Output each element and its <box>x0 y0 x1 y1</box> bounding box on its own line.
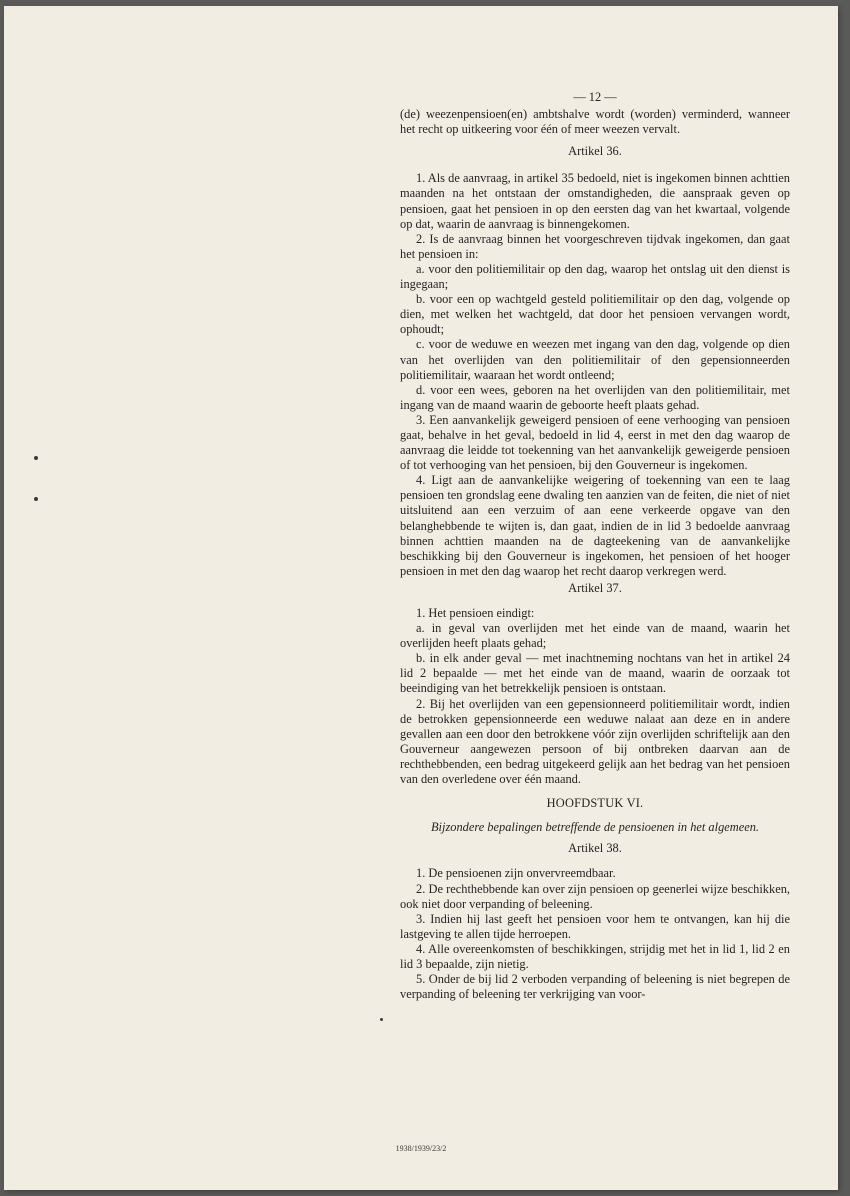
article-37-lid-1: 1. Het pensioen eindigt: <box>416 606 535 620</box>
document-page <box>4 6 838 1190</box>
print-code: 1938/1939/23/2 <box>395 1144 447 1153</box>
article-36-lid-2a: a. voor den politiemilitair op den dag, waarop het ontslag uit den dienst is ingegaan; <box>400 261 790 292</box>
article-36-lid-2: 2. Is de aanvraag binnen het voorgeschreven tijdvak ingekomen, dan gaat het pensioen in: <box>400 231 790 261</box>
article-38-lid-1: 1. De pensioenen zijn onvervreemdbaar. <box>416 866 616 881</box>
article-38-lid-5: 5. Onder de bij lid 2 verboden verpanding of beleening is niet begrepen de verpanding of beleening ter verkrijging van voor- <box>400 972 790 1002</box>
article-38-lid-4: 4. Alle overeenkomsten of beschikkingen, strijdig met het in lid 1, lid 2 en lid 3 bepaalde, zijn nietig. <box>400 941 790 971</box>
chapter-heading: HOOFDSTUK VI. <box>546 796 644 811</box>
article-36-lid-1: 1. Als de aanvraag, in artikel 35 bedoeld, niet is ingekomen binnen achttien maanden na het ontstaan der omstandigheden, die aanspraak geven op pensioen, gaat het pensioen in op den eersten dag van het kwartaal, volgende op dat, waarin de aanvraag is binnengekomen. <box>400 171 790 231</box>
paragraph-intro: (de) weezenpensioen(en) ambtshalve wordt (worden) verminderd, wanneer het recht op uitkeering voor één of meer weezen vervalt. <box>400 107 790 137</box>
article-36-lid-2b: b. voor een op wachtgeld gesteld politiemilitair op den dag, volgende op dien, met welken het wachtgeld, dat door het pensioen vervangen wordt, ophoudt; <box>400 292 790 337</box>
article-37-lid-1a: a. in geval van overlijden met het einde van de maand, waarin het overlijden heeft plaats gehad; <box>400 621 790 651</box>
page-number: — 12 — <box>573 90 617 104</box>
article-37-lid-1b: b. in elk ander geval — met inachtneming nochtans van het in artikel 24 lid 2 bepaalde — met het einde van de maand, waarin de oorzaak tot beeindiging van het betrekkelijk pensioen is ontstaan. <box>400 651 790 696</box>
margin-mark <box>380 1018 383 1021</box>
text-column <box>400 90 790 1002</box>
article-36-lid-2d: d. voor een wees, geboren na het overlijden van den politiemilitair, met ingang van de maand waarin de geboorte heeft plaats gehad. <box>400 382 790 412</box>
article-36-heading: Artikel 36. <box>568 144 622 159</box>
article-36-lid-3: 3. Een aanvankelijk geweigerd pensioen of eene verhooging van pensioen gaat, behalve in het geval, bedoeld in lid 4, eerst in met den dag waarop de aanvraag die leidde tot toekenning van het aanvankelijk geweigerde pensioen of tot verhooging van het pensioen, bij den Gouverneur is ingekomen. <box>400 412 790 473</box>
margin-mark <box>34 456 38 460</box>
article-36-lid-2c: c. voor de weduwe en weezen met ingang van den dag, volgende op dien van het overlijden van den politiemilitair of den gepensionneerden politiemilitair, waaraan het wordt ontleend; <box>400 337 790 382</box>
article-38-lid-2: 2. De rechthebbende kan over zijn pensioen op geenerlei wijze beschikken, ook niet door verpanding of beleening. <box>400 881 790 911</box>
article-36-lid-4: 4. Ligt aan de aanvankelijke weigering of toekenning van een te laag pensioen ten grondslag eene dwaling ten aanzien van de feiten, die niet of niet uitsluitend aan een verzuim of aan eene verkeerde opgave van den belanghebbende te wijten is, dan gaat, indien de in lid 3 bedoelde aanvraag binnen achttien maanden na de dagteekening van de aanvankelijke beschikking bij den Gouverneur is ingekomen, het pensioen of het hooger pensioen in met den dag waarop het recht daarop verkregen werd. <box>400 473 790 578</box>
article-38-lid-3: 3. Indien hij last geeft het pensioen voor hem te ontvangen, kan hij die lastgeving te allen tijde herroepen. <box>400 911 790 941</box>
article-38-heading: Artikel 38. <box>568 841 622 856</box>
chapter-subtitle: Bijzondere bepalingen betreffende de pensioenen in het algemeen. <box>430 820 760 835</box>
margin-mark <box>34 497 38 501</box>
article-37-heading: Artikel 37. <box>568 580 622 595</box>
article-37-lid-2: 2. Bij het overlijden van een gepensionneerd politiemilitair wordt, indien de betrokken gepensionneerde een weduwe nalaat aan deze en in andere gevallen aan een door den betrokkene vóór zijn overlijden schriftelijk aan den Gouverneur aangewezen persoon of bij ontbreken daarvan aan de rechthebbenden, een bedrag uitgekeerd gelijk aan het bedrag van het pensioen van den overledene over één maand. <box>400 696 790 787</box>
